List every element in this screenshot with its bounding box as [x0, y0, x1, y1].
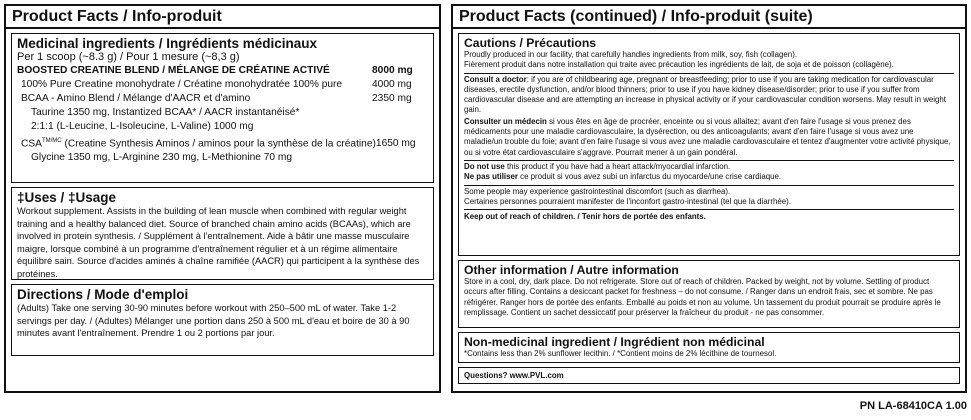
- ingredient-amount: 1650 mg: [375, 138, 416, 150]
- ingredient-row: [17, 92, 428, 106]
- non-medicinal-heading: Non-medicinal ingredient / Ingrédient non médicinal: [464, 335, 765, 349]
- ingredient-name: Glycine 1350 mg, L-Arginine 230 mg, L-Methionine 70 mg: [31, 152, 293, 164]
- uses-text: Workout supplement. Assists in the building of lean muscle when combined with regular weight training and a healthy balanced diet. Source of branched chain amino acids (BCAAs), which are involved in protein synthesis. / Supplément à l'entraînement. Aide à bâtir une masse musculaire maigre, lorsque combiné à un programme d'entraînement régulier et à un régime alimentaire équilibré sain. Source d'acides aminés à chaîne ramifiée (AACR) qui participent à la synthèse des protéines.: [17, 206, 420, 279]
- product-facts-panel: [4, 4, 441, 393]
- questions-section: [458, 367, 960, 384]
- serving-size: Per 1 scoop (~8.3 g) / Pour 1 mesure (~8,3 g): [17, 51, 240, 63]
- directions-text: (Adults) Take one serving 30-90 minutes before workout with 250–500 mL of water. Take 1-2 servings per day. / (Adultes) Mélanger une portion dans 250 à 500 mL d'eau et boire de 30 à 90 minutes avant l'entraînement. Prendre 1 ou 2 portions par jour.: [17, 303, 410, 339]
- part-number: PN LA-68410CA 1.00: [859, 400, 967, 412]
- ingredient-amount: 4000 mg: [372, 79, 412, 90]
- allergen-statement-en: Proudly produced in our facility, that carefully handles ingredients from milk, soy, fish (collagen).: [464, 50, 798, 59]
- non-medicinal-text: *Contains less than 2% sunflower lecithin. / *Contient moins de 2% lécithine de tournesol.: [464, 349, 777, 358]
- uses-heading: ‡Uses / ‡Usage: [17, 190, 117, 205]
- ingredient-name: 2:1:1 (L-Leucine, L-Isoleucine, L-Valine) 1000 mg: [31, 121, 254, 132]
- ingredient-row: [17, 120, 428, 134]
- cautions-heading: Cautions / Précautions: [464, 36, 597, 50]
- ingredient-name: 100% Pure Creatine monohydrate / Créatine monohydratée 100% pure: [21, 79, 343, 90]
- medicinal-ingredients-section: [11, 33, 434, 183]
- questions-contact: Questions? www.PVL.com: [464, 371, 564, 380]
- ingredient-amount: 2350 mg: [372, 93, 412, 104]
- cautions-section: [458, 33, 960, 256]
- ingredient-row: [17, 78, 428, 92]
- ingredient-name: BOOSTED CREATINE BLEND / MÉLANGE DE CRÉATINE ACTIVÉ: [17, 65, 330, 76]
- consult-doctor-en: Consult a doctor: if you are of childbearing age, pregnant or breastfeeding; prior to use if you are taking medication for cardiovascular diseases, erectile dysfunction, and/or blood thinners; prior to use if you have kidney disease/disorder; prior to use if you suffer from cardiovascular disease and are attempting an increase in physical activity or if your cardiovascular condition worsens. May result in weight gain.: [464, 74, 946, 115]
- gi-warning-fr: Certaines personnes pourraient manifester de l'inconfort gastro-intestinal (tel que la diarrhée).: [464, 196, 791, 206]
- consult-doctor-fr: Consulter un médecin si vous êtes en âge de procréer, enceinte ou si vous allaitez; avant d'en faire l'usage si vous prenez des médicaments pour une maladie cardiovasculaire, la dysérection, ou des anticoagulants; avant d'en faire l'usage si vous avez une maladie/un trouble du foie; avant d'en faire l'usage si vous avez une maladie cardiovasculaire et tentez d'augmenter votre activité physique, ou si votre état cardiovasculaire s'aggrave. Pourrait mener à un gain pondéral.: [464, 116, 951, 157]
- ingredient-row: [17, 64, 428, 78]
- other-information-section: [458, 260, 960, 328]
- product-facts-continued-panel: [451, 4, 967, 393]
- product-facts-title: Product Facts / Info-produit: [6, 6, 439, 29]
- gi-warning-en: Some people may experience gastrointestinal discomfort (such as diarrhea).: [464, 186, 731, 196]
- other-information-heading: Other information / Autre information: [464, 263, 679, 277]
- ingredient-row: [17, 106, 428, 120]
- do-not-use-en: Do not use this product if you have had a heart attack/myocardial infarction.: [464, 161, 731, 171]
- ingredient-row: [17, 151, 428, 165]
- directions-heading: Directions / Mode d'emploi: [17, 287, 189, 302]
- ingredient-row: [17, 134, 428, 151]
- ingredient-name: BCAA - Amino Blend / Mélange d'AACR et d'amino: [21, 93, 251, 104]
- product-facts-continued-title: Product Facts (continued) / Info-produit (suite): [453, 6, 965, 29]
- trademark-mark: TM/MC: [41, 138, 62, 144]
- do-not-use-fr: Ne pas utiliser ce produit si vous avez subi un infarctus du myocarde/une crise cardiaque.: [464, 172, 782, 182]
- allergen-statement-fr: Fièrement produit dans notre installation qui traite avec précaution les ingrédients de lait, de soja et de poisson (collagène).: [464, 60, 894, 70]
- medicinal-heading: Medicinal ingredients / Ingrédients médicinaux: [17, 36, 318, 51]
- non-medicinal-section: [458, 332, 960, 363]
- ingredient-name: Taurine 1350 mg, Instantized BCAA* / AACR instantanéisé*: [31, 107, 300, 118]
- other-information-text: Store in a cool, dry, dark place. Do not refrigerate. Store out of reach of children. Packed by weight, not by volume. Settling of product occurs after filling. Contains a desiccant packet for freshness – do not consume. / Ranger dans un endroit frais, sec et sombre. Ne pas réfrigérer. Ranger hors de portée des enfants. Emballé au poids et non au volume. Un tassement du produit pourrait se produire après le remplissage. Contient un sachet dessiccatif pour préserver la fraîcheur du produit - ne pas consommer.: [464, 277, 941, 317]
- uses-section: [11, 187, 434, 280]
- ingredient-amount: 8000 mg: [372, 65, 413, 76]
- ingredient-name: $CSA^{TM/MC}$ (Creatine Synthesis Aminos / aminos pour la synthèse de la créatine): [21, 138, 376, 150]
- directions-section: [11, 284, 434, 356]
- keep-out-of-reach: Keep out of reach of children. / Tenir hors de portée des enfants.: [464, 212, 706, 222]
